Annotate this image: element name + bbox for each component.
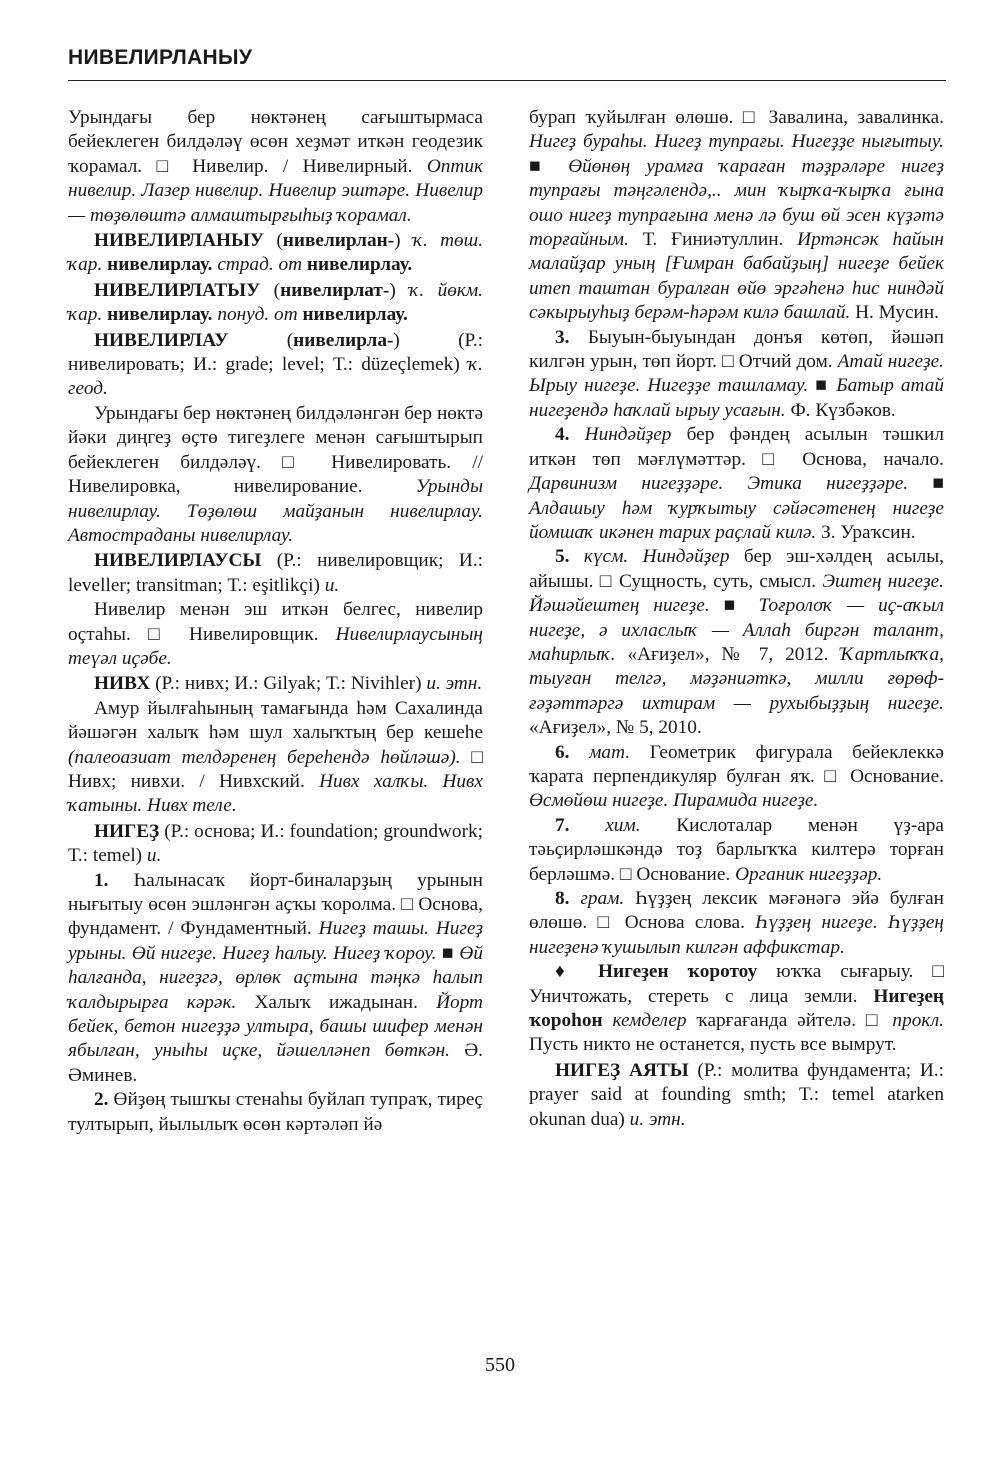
sense-paragraph: 3. Быуын-быуындан донъя көтөп, йәшәп килгән урын, төп йорт. □ Отчий дом. Атай нигеҙе. Ырыу нигеҙе. Нигеҙҙе ташламау. ■ Батыр атай нигеҙендә һаҡлай ырыу усағын. Ф. Күзбәков.: [529, 326, 944, 421]
continued-paragraph: бурап ҡуйылған өлөшө. □ Завалина, завалинка. Нигеҙ бураһы. Нигеҙ тупрағы. Нигеҙҙе нығытыу. ■ Өйөнөң урамға ҡараған тәҙрәләре нигеҙ тупрағы тәңгәлендә,.. мин ҡырҡа-ҡырҡа ғына ошо нигеҙ тупрағына менә лә буш өй эсен күҙәтә торғайным. Т. Ғиниәтуллин. Иртәнсәк һайын малайҙар уның [Ғимран бабайҙың] нигеҙе бейек итеп таштан буралған өйө эргәһенә һис ниндәй сәкырыуһыҙ берәм-һәрәм килә башлай. Н. Мусин.: [529, 107, 945, 324]
continued-paragraph: Урындағы бер нөктәнең сағыштырмаса бейеклеген билдәләү өсөн хеҙмәт иткән геодезик ҡорамал. □ Нивелир. / Нивелирный. Оптик нивелир. Лазер нивелир. Нивелир эштәре. Нивелир — төҙөлөштә алмаштырғыһыҙ ҡорамал.: [68, 107, 483, 226]
sense-paragraph: 2. Өйҙөң тышҡы стенаһы буйлап тупраҡ, тиреҫ тултырып, йылылыҡ өсөн кәртәләп йә: [68, 1089, 483, 1135]
dictionary-entry: НИВЕЛИРЛАУСЫ (Р.: нивелировщик; И.: leveller; transitman; Т.: eşitlikçi) и.: [68, 550, 483, 596]
sense-paragraph: 8. грам. Һүҙҙең лексик мәғәнәгә эйә булған өлөшө. □ Основа слова. Һүҙҙең нигеҙе. Һүҙҙең нигеҙенә ҡушылып килгән аффикстар.: [529, 888, 944, 958]
dictionary-entry: НИВЕЛИРЛАУ (нивелирла-) (Р.: нивелировать; И.: grade; level; Т.: düzeçlemek) ҡ. геод.: [68, 329, 483, 400]
header-rule: [68, 80, 946, 81]
dictionary-entry: НИГЕҘ АЯТЫ (Р.: молитва фундамента; И.: prayer said at founding smth; Т.: temel atarken okunan dua) и. этн.: [529, 1059, 944, 1130]
dictionary-entry: НИВЕЛИРЛАТЫУ (нивелирлат-) ҡ. йөкм. ҡар. нивелирлау. понуд. от нивелирлау.: [68, 279, 483, 326]
page-number: 550: [485, 1354, 515, 1376]
dictionary-entry: НИВХ (Р.: нивх; И.: Gilyak; Т.: Nivihler) и. этн.: [94, 673, 483, 695]
sense-paragraph: 5. күсм. Ниндәйҙер бер эш-хәлдең асылы, айышы. □ Сущность, суть, смысл. Эштең нигеҙе. Йәшәйештең нигеҙе. ■ Тоғролоҡ — иҫ-аҡыл нигеҙе, ә ихласлыҡ — Аллаһ биргән талант, маһирлыҡ. «Ағиҙел», № 7, 2012. Ҡартлыҡҡа, тыуған телгә, мәҙәниәткә, милли ғөрөф-ғәҙәттәргә ихтирам — рухыбыҙҙың нигеҙе. «Ағиҙел», № 5, 2010.: [529, 546, 945, 739]
sense-paragraph: 7. хим. Кислоталар менән үҙ-ара тәьҫирләшкәндә тоҙ барлыҡҡа килтерә торған берләшмә. □ Основание. Органик нигеҙҙәр.: [529, 814, 944, 885]
sense-paragraph: 4. Ниндәйҙер бер фәндең асылын тәшкил иткән төп мәғлүмәттәр. □ Основа, начало. Дарвинизм нигеҙҙәре. Этика нигеҙҙәре. ■ Алдашыу һәм ҡурҡытыу сәйәсәтенең нигеҙе йомшаҡ икәнен тарих раҫлай килә. З. Ураҡсин.: [529, 424, 945, 543]
sense-paragraph: 6. мат. Геометрик фигурала бейеклеккә ҡарата перпендикуляр булған яҡ. □ Основание. Өсмөйөш нигеҙе. Пирамида нигеҙе.: [529, 741, 944, 812]
sense-paragraph: Амур йылғаһының тамағында һәм Сахалинда йәшәгән халыҡ һәм шул халыҡтың бер кешеһе (палеоазиат телдәренең береһендә һөйләшә). □ Нивх; нивхи. / Нивхский. Нивх халҡы. Нивх ҡатыны. Нивх теле.: [68, 697, 483, 817]
sense-paragraph: 1. Һалынасаҡ йорт-биналарҙың урынын нығытыу өсөн эшләнгән аҫҡы ҡоролма. □ Основа, фундамент. / Фундаментный. Нигеҙ ташы. Нигеҙ урыны. Өй нигеҙе. Нигеҙ һалыу. Нигеҙ ҡороу. ■ Өй һалғанда, нигеҙгә, өрлөк аҫтына тәңкә һалып ҡалдырырға кәрәк. Халыҡ ижадынан. Йорт бейек, бетон нигеҙҙә ултыра, башы шифер менән ябылған, уныһы иҫке, йәшелләнеп бөткән. Ә. Әминев.: [68, 869, 483, 1086]
dictionary-entry: НИГЕҘ (Р.: основа; И.: foundation; groundwork; Т.: temel) и.: [68, 820, 483, 867]
sense-paragraph: Нивелир менән эш иткән белгес, нивелир оҫтаһы. □ Нивелировщик. Нивелирлаусының теүәл иҫәбе.: [68, 599, 483, 669]
left-column: [68, 106, 483, 1137]
right-column: [529, 106, 944, 1132]
sense-paragraph: Урындағы бер нөктәнең билдәләнгән бер нөктә йәки диңгеҙ өҫтө тигеҙлеге менән сағыштырып бейеклеген билдәләү. □ Нивелировать. // Нивелировка, нивелирование. Урынды нивелирлау. Төҙөлөш майҙанын нивелирлау. Автостраданы нивелирлау.: [68, 402, 483, 546]
dictionary-entry: НИВЕЛИРЛАНЫУ (нивелирлан-) ҡ. төш. ҡар. нивелирлау. страд. от нивелирлау.: [68, 230, 484, 276]
running-head: НИВЕЛИРЛАНЫУ: [68, 46, 253, 69]
sense-paragraph: ♦ Нигеҙен ҡоротоу юҡҡа сығарыу. □ Уничтожать, стереть с лица земли. Нигеҙең ҡороһон кемделер ҡарғағанда әйтелә. □ прокл. Пусть никто не останется, пусть все вымрут.: [529, 961, 944, 1056]
